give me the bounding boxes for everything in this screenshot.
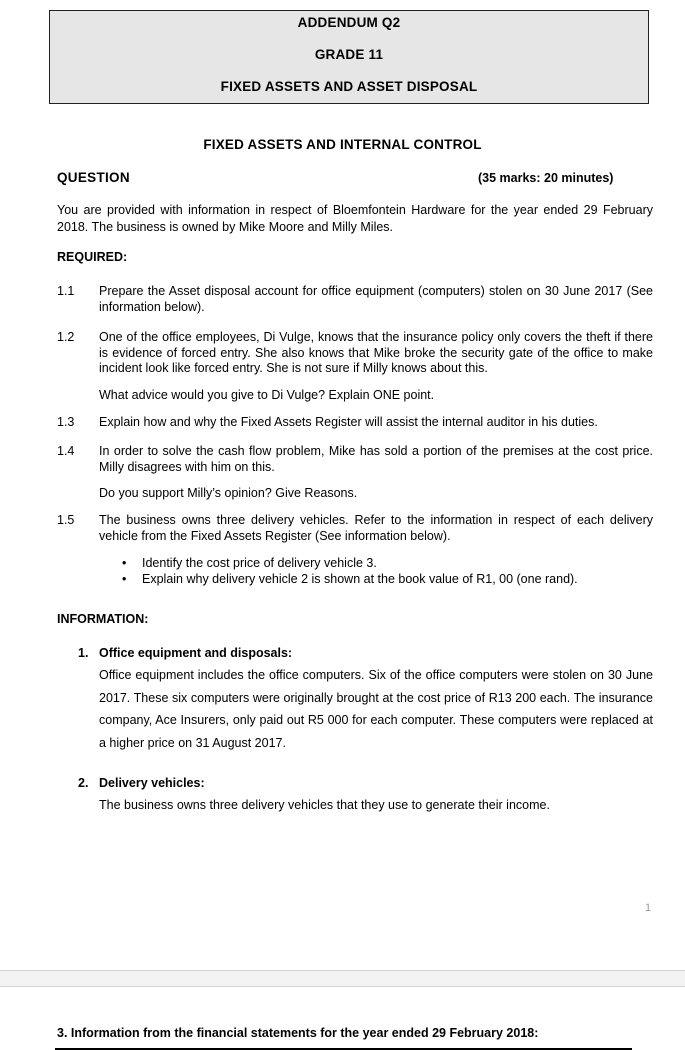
question-text: In order to solve the cash flow problem, Mike has sold a portion of the premises at the cost price. Milly disagrees with him on this. <box>99 444 653 474</box>
page2-heading: 3. Information from the financial statements for the year ended 29 February 2018: <box>57 1026 539 1040</box>
information-label: INFORMATION: <box>57 612 149 626</box>
info-heading: Office equipment and disposals: <box>99 646 293 660</box>
question-text: Prepare the Asset disposal account for office equipment (computers) stolen on 30 June 2017 (See information below). <box>99 284 653 314</box>
document-page-2 <box>0 987 685 1050</box>
question-text: Explain how and why the Fixed Assets Register will assist the internal auditor in his duties. <box>99 415 598 429</box>
info-body: Office equipment includes the office computers. Six of the office computers were stolen on 30 June 2017. These six computers were originally brought at the cost price of R13 200 each. The insurance company, Ace Insurers, only paid out R5 000 for each computer. These computers were replaced at a higher price on 31 August 2017. <box>99 668 653 750</box>
required-label: REQUIRED: <box>57 250 128 264</box>
page-number: 1 <box>645 902 652 914</box>
question-number: 1.2 <box>57 330 75 344</box>
bullet-item: Explain why delivery vehicle 2 is shown at the book value of R1, 00 (one rand). <box>142 572 578 586</box>
question-prompt: Do you support Milly’s opinion? Give Reasons. <box>99 486 358 500</box>
question-number: 1.4 <box>57 444 75 458</box>
question-prompt: What advice would you give to Di Vulge? Explain ONE point. <box>99 388 435 402</box>
info-body: The business owns three delivery vehicles that they use to generate their income. <box>99 798 550 812</box>
bullet-item: Identify the cost price of delivery vehicle 3. <box>142 556 377 570</box>
addendum-header-box <box>49 10 649 104</box>
question-number: 1.5 <box>57 513 75 527</box>
page-separator <box>0 970 685 987</box>
question-label: QUESTION <box>57 170 130 185</box>
grade-label: GRADE 11 <box>314 47 384 62</box>
bullet-icon: • <box>122 556 127 570</box>
intro-paragraph: You are provided with information in respect of Bloemfontein Hardware for the year ended 29 February 2018. The business is owned by Mike Moore and Milly Miles. <box>57 203 653 234</box>
info-number: 2. <box>78 776 89 790</box>
question-number: 1.1 <box>57 284 75 298</box>
question-text: One of the office employees, Di Vulge, knows that the insurance policy only covers the theft if there is evidence of forced entry. She also knows that Mike broke the security gate of the office to make incident look like forced entry. She is not sure if Milly knows about this. <box>99 330 653 375</box>
section-title: FIXED ASSETS AND INTERNAL CONTROL <box>203 137 482 152</box>
marks-label: (35 marks: 20 minutes) <box>478 171 614 185</box>
topic-title: FIXED ASSETS AND ASSET DISPOSAL <box>220 79 478 94</box>
question-text: The business owns three delivery vehicles. Refer to the information in respect of each delivery vehicle from the Fixed Assets Register (See information below). <box>99 513 653 543</box>
info-heading: Delivery vehicles: <box>99 776 205 790</box>
question-number: 1.3 <box>57 415 75 429</box>
addendum-title: ADDENDUM Q2 <box>297 15 401 30</box>
info-number: 1. <box>78 646 89 660</box>
bullet-icon: • <box>122 572 127 586</box>
